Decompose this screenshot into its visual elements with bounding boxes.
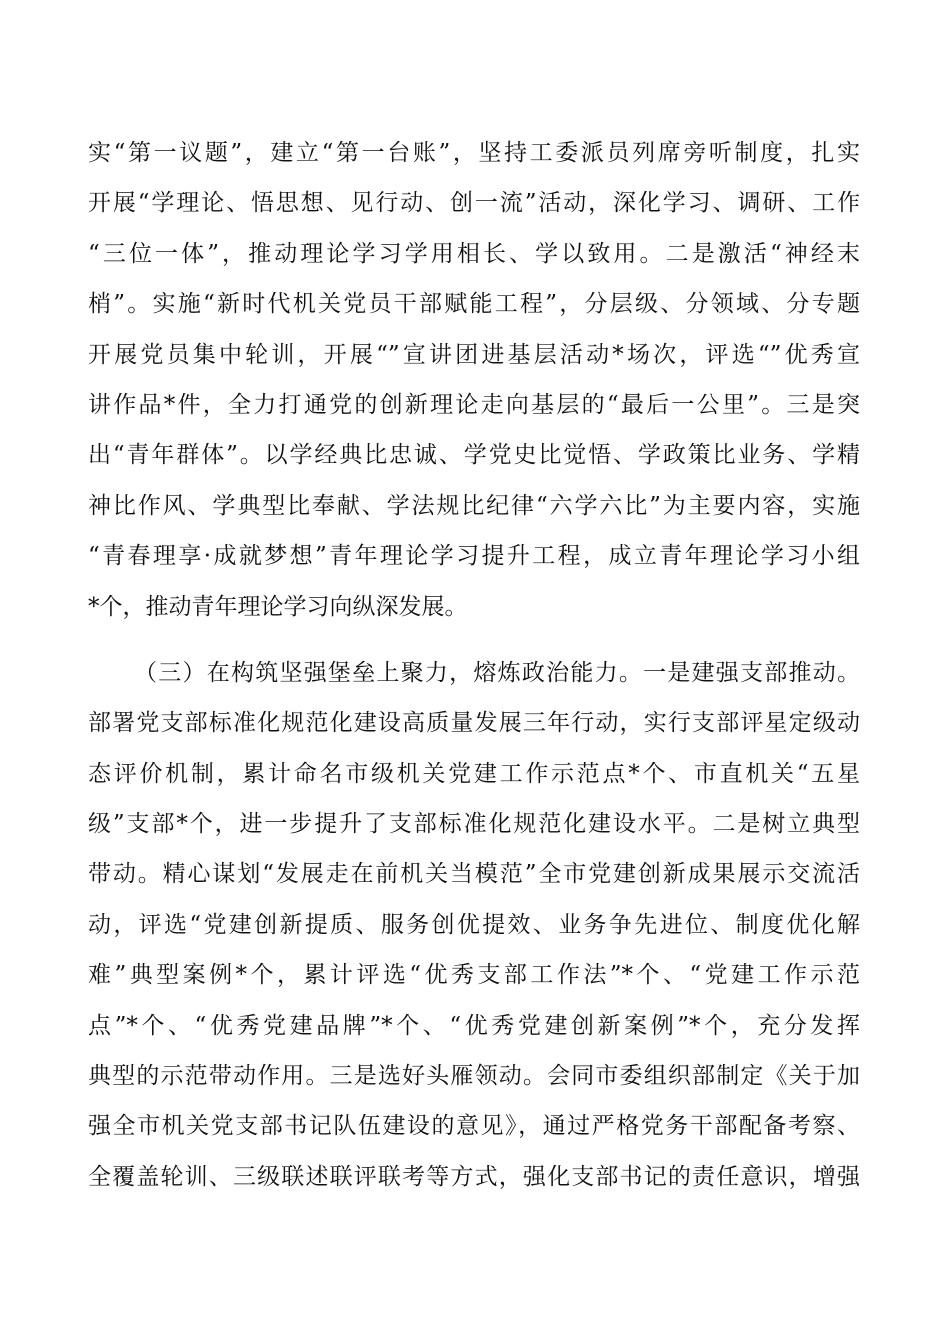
- section-heading-line: （三）在构筑坚强堡垒上聚力，熔炼政治能力。一是建强支部推动。: [134, 659, 860, 686]
- text-line: 动，评选“党建创新提质、服务创优提效、业务争先进位、制度优化解: [88, 911, 860, 938]
- text-line: 开展党员集中轮训，开展“”宣讲团进基层活动*场次，评选“”优秀宣: [88, 341, 860, 368]
- text-line: 部署党支部标准化规范化建设高质量发展三年行动，实行支部评星定级动: [88, 710, 860, 737]
- text-line: 点”*个、“优秀党建品牌”*个、“优秀党建创新案例”*个，充分发挥: [88, 1012, 860, 1039]
- paragraph-spacer: [88, 632, 860, 648]
- text-line: 出“青年群体”。以学经典比忠诚、学党史比觉悟、学政策比业务、学精: [88, 442, 860, 469]
- text-line: *个，推动青年理论学习向纵深发展。: [88, 593, 468, 620]
- text-line: 梢”。实施“新时代机关党员干部赋能工程”，分层级、分领域、分专题: [88, 291, 860, 318]
- paragraph-2: [88, 648, 860, 1202]
- text-line: 讲作品*件，全力打通党的创新理论走向基层的“最后一公里”。三是突: [88, 391, 860, 418]
- text-line: 带动。精心谋划“发展走在前机关当模范”全市党建创新成果展示交流活: [88, 861, 860, 888]
- text-line: 开展“学理论、悟思想、见行动、创一流”活动，深化学习、调研、工作: [88, 190, 860, 217]
- text-line: 典型的示范带动作用。三是选好头雁领动。会同市委组织部制定《关于加: [88, 1063, 860, 1090]
- text-line: “青春理享·成就梦想”青年理论学习提升工程，成立青年理论学习小组: [88, 543, 860, 570]
- document-page: [88, 128, 860, 1202]
- paragraph-1: [88, 128, 860, 632]
- text-line: 级”支部*个，进一步提升了支部标准化规范化建设水平。二是树立典型: [88, 811, 860, 838]
- text-line: 难”典型案例*个，累计评选“优秀支部工作法”*个、“党建工作示范: [88, 962, 860, 989]
- text-line: 强全市机关党支部书记队伍建设的意见》，通过严格党务干部配备考察、: [88, 1113, 860, 1140]
- text-line: 态评价机制，累计命名市级机关党建工作示范点*个、市直机关“五星: [88, 760, 860, 787]
- text-line: “三位一体”，推动理论学习学用相长、学以致用。二是激活“神经末: [88, 240, 860, 267]
- text-line: 全覆盖轮训、三级联述联评联考等方式，强化支部书记的责任意识，增强: [88, 1163, 860, 1190]
- text-line: 神比作风、学典型比奉献、学法规比纪律“六学六比”为主要内容，实施: [88, 492, 860, 519]
- text-line: 实“第一议题”，建立“第一台账”，坚持工委派员列席旁听制度，扎实: [88, 140, 860, 166]
